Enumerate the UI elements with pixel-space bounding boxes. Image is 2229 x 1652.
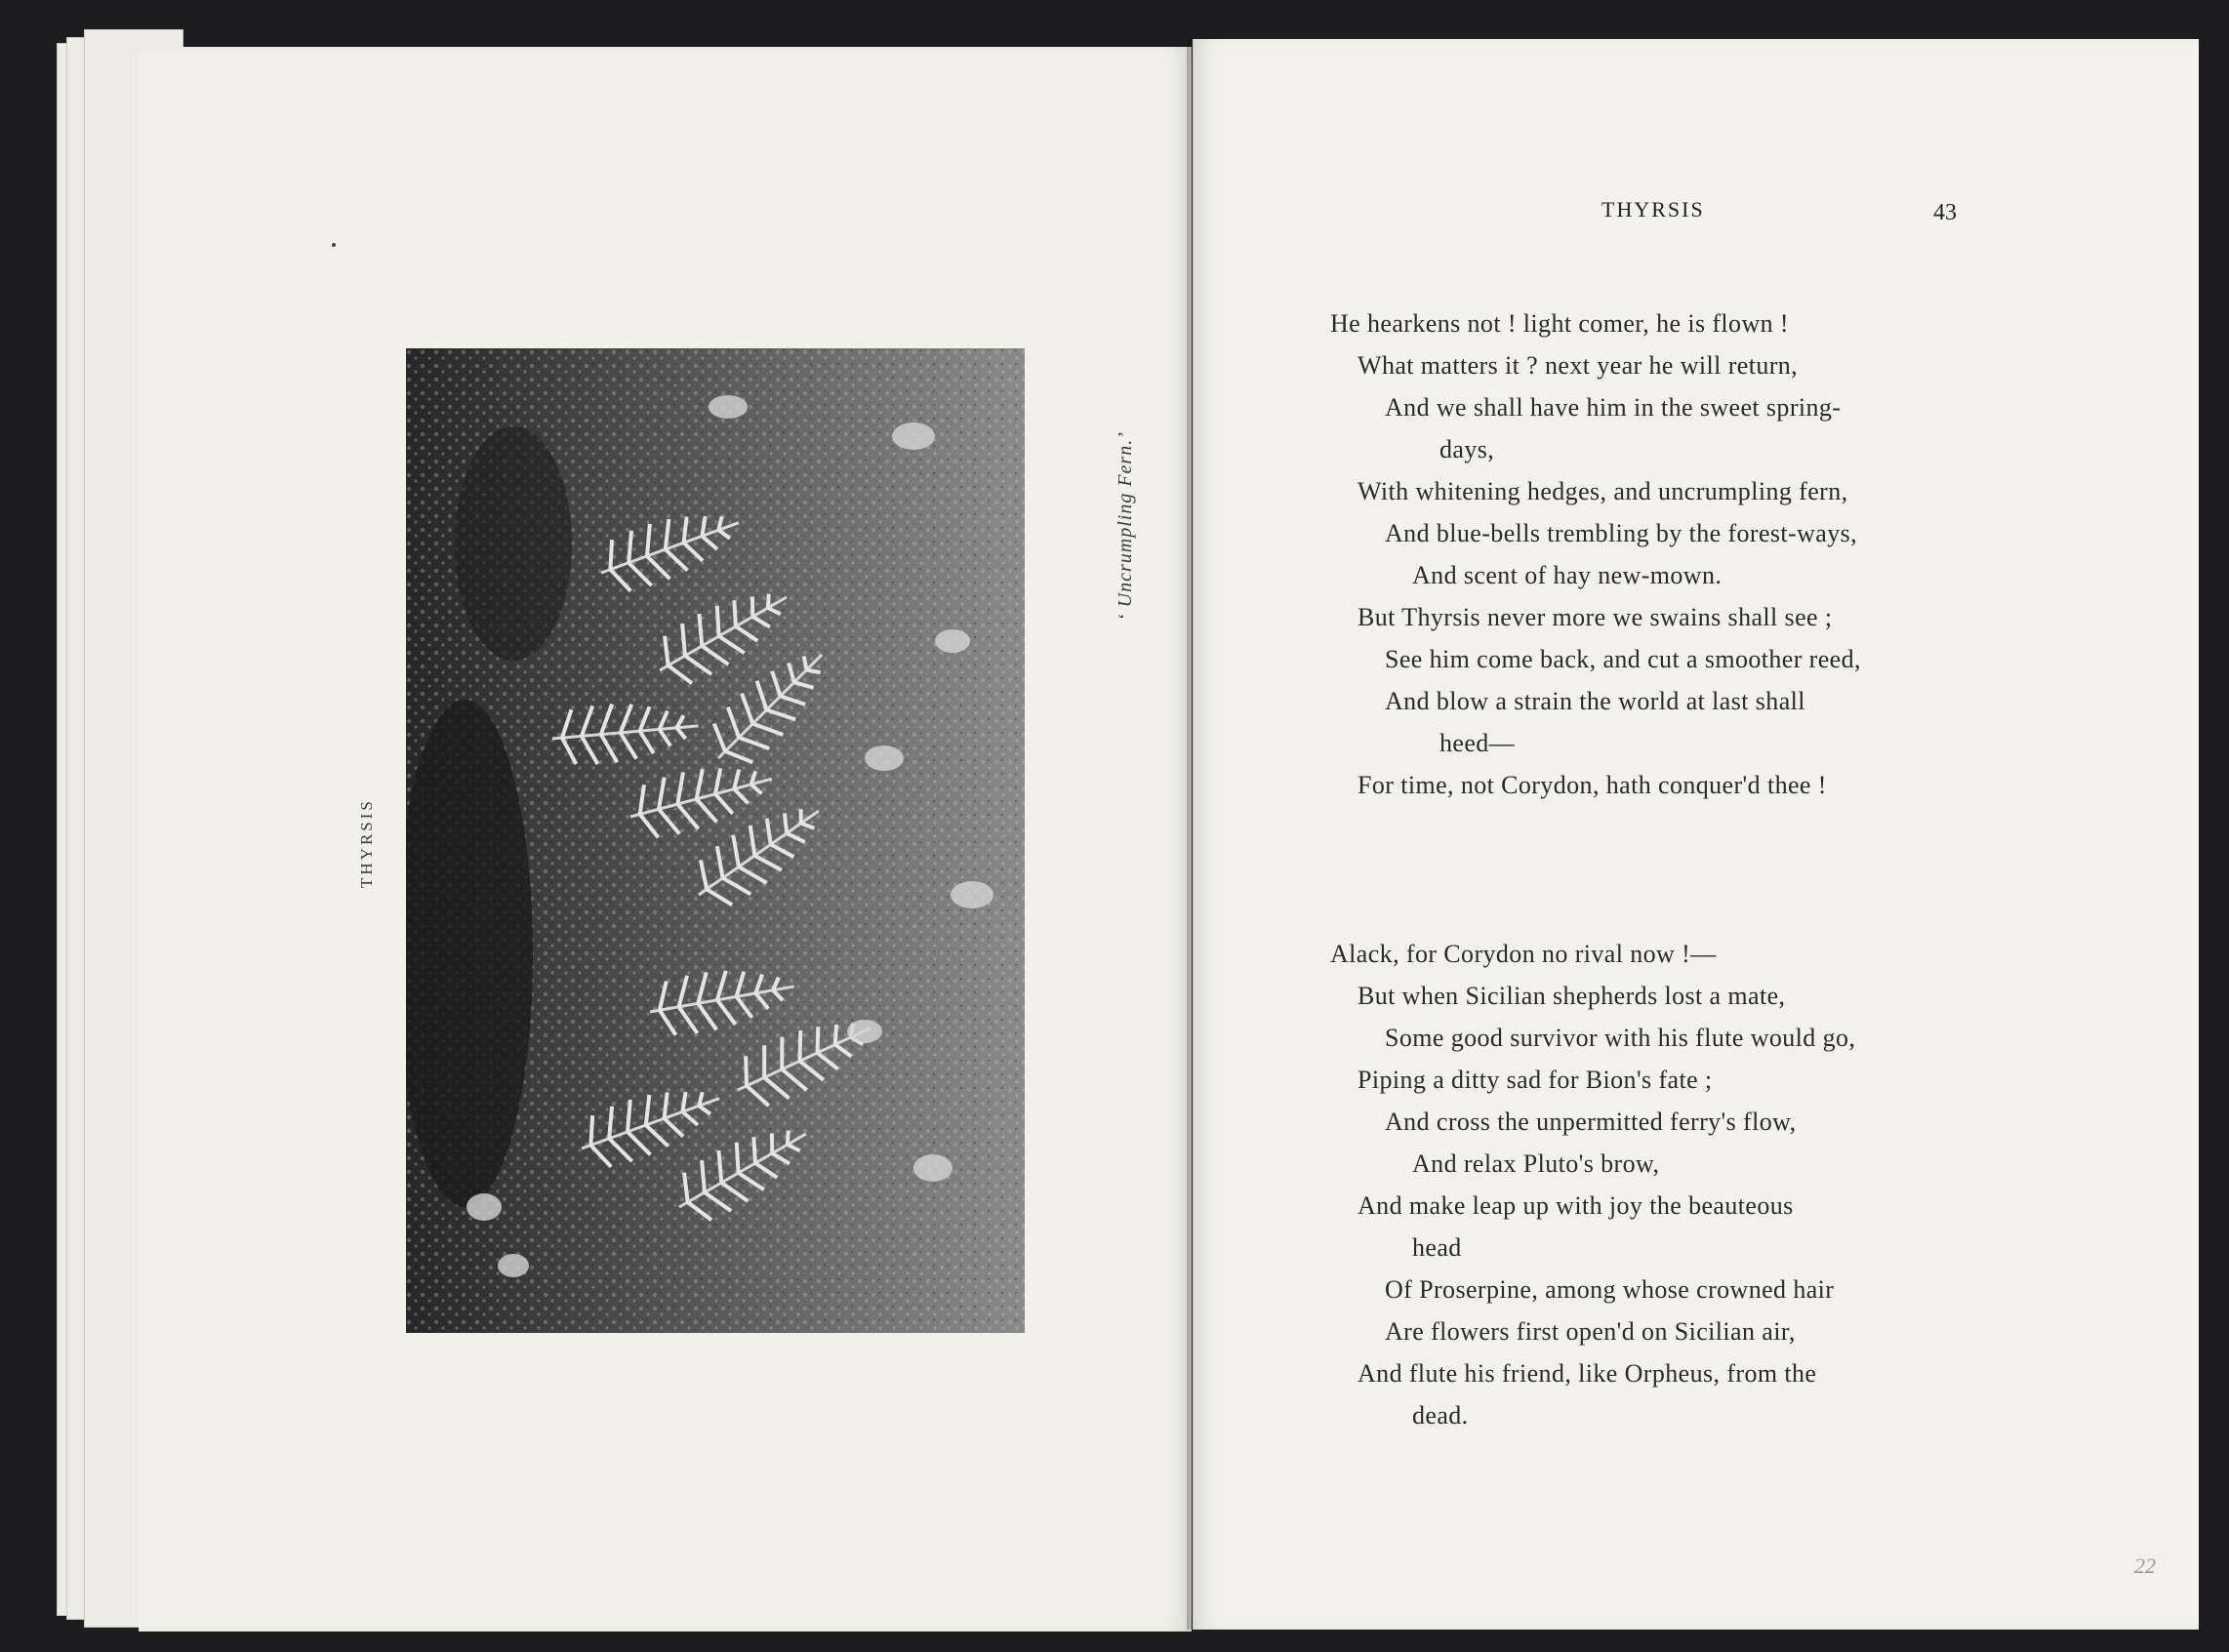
poem-line: And blue-bells trembling by the forest-ways,: [1385, 519, 1858, 547]
poem-line: But Thyrsis never more we swains shall see ;: [1358, 603, 1833, 631]
poem-line: For time, not Corydon, hath conquer'd thee !: [1358, 771, 1827, 799]
pencil-mark: 22: [2134, 1553, 2156, 1578]
poem-line: And we shall have him in the sweet spring-: [1385, 393, 1842, 422]
poem-line: With whitening hedges, and uncrumpling fern,: [1358, 477, 1848, 505]
poem-line: Alack, for Corydon no rival now !—: [1330, 940, 1717, 968]
poem-line: What matters it ? next year he will return,: [1358, 351, 1799, 380]
fern-plate-image: [406, 348, 1025, 1333]
running-head: THYRSIS: [1601, 197, 1705, 222]
right-page: [1193, 39, 2199, 1630]
poem-line: And scent of hay new-mown.: [1412, 561, 1722, 589]
poem-line: And flute his friend, like Orpheus, from the: [1358, 1359, 1817, 1388]
poem-line: Of Proserpine, among whose crowned hair: [1385, 1275, 1835, 1304]
poem-line: Are flowers first open'd on Sicilian air,: [1385, 1317, 1796, 1346]
side-running-title: THYRSIS: [357, 798, 376, 888]
poem-line: And blow a strain the world at last shall: [1385, 687, 1805, 715]
poem-line: days,: [1439, 435, 1495, 463]
poem-line: heed—: [1439, 729, 1516, 757]
fern-photograph: [406, 348, 1025, 1333]
poem-line: See him come back, and cut a smoother reed,: [1385, 645, 1861, 673]
poem-line: Some good survivor with his flute would go,: [1385, 1024, 1856, 1052]
poem-line: head: [1412, 1233, 1462, 1262]
poem-line: And relax Pluto's brow,: [1412, 1149, 1660, 1178]
left-page: [139, 47, 1192, 1632]
poem-line: Piping a ditty sad for Bion's fate ;: [1358, 1066, 1713, 1094]
poem-line: And cross the unpermitted ferry's flow,: [1385, 1108, 1797, 1136]
poem-line: And make leap up with joy the beauteous: [1358, 1191, 1794, 1220]
plate-caption: ‘ Uncrumpling Fern.’: [1114, 431, 1136, 621]
page-number: 43: [1933, 200, 1957, 225]
ink-speck: [332, 243, 336, 247]
poem-line: He hearkens not ! light comer, he is flown !: [1330, 309, 1789, 338]
open-book: [55, 29, 2156, 1620]
poem-line: But when Sicilian shepherds lost a mate,: [1358, 982, 1786, 1010]
poem-line: dead.: [1412, 1401, 1469, 1430]
